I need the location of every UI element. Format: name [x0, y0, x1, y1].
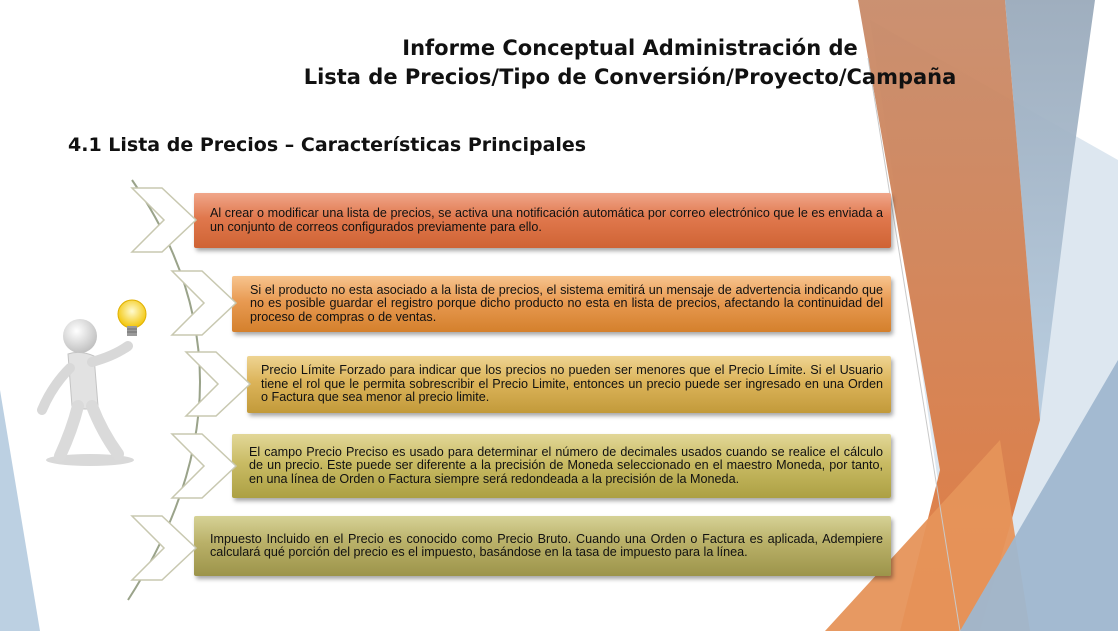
feature-item-2 [232, 276, 891, 332]
chevron-right-icon [128, 512, 200, 584]
figure-with-lightbulb [28, 288, 158, 468]
chevron-right-icon [182, 348, 254, 420]
section-subtitle: 4.1 Lista de Precios – Características Principales [68, 134, 587, 156]
chevron-right-icon [168, 267, 240, 339]
chevron-right-icon [168, 430, 240, 502]
feature-item-4-text: El campo Precio Preciso es usado para determinar el número de decimales usados cuando se realice el cálculo de un precio. Este puede ser diferente a la precisión de Moneda seleccionado en el maestro Moneda, por tanto, en una línea de Orden o Factura siempre será redondeada a la precisión de la Moneda. [249, 444, 883, 486]
feature-item-2-text: Si el producto no esta asociado a la lista de precios, el sistema emitirá un mensaje de advertencia indicando que no es posible guardar el registro porque dicho producto no esta en lista de precios, afectando la continuidad del proceso de compras o de ventas. [250, 282, 883, 324]
title-line-2: Lista de Precios/Tipo de Conversión/Proyecto/Campaña [303, 65, 957, 89]
feature-item-3-text: Precio Límite Forzado para indicar que los precios no pueden ser menores que el Precio Límite. Si el Usuario tiene el rol que le permita sobrescribir el Precio Limite, entonces un precio puede ser ingresado en una Orden o Factura que sea menor al precio limite. [261, 363, 883, 405]
title-line-1: Informe Conceptual Administración de [402, 36, 858, 60]
feature-item-1-text: Al crear o modificar una lista de precios, se activa una notificación automática por correo electrónico que le es enviada a un conjunto de correos configurados previamente para ello. [210, 206, 883, 234]
feature-item-4 [232, 434, 891, 498]
feature-item-1 [194, 193, 891, 248]
lightbulb-icon [118, 300, 146, 336]
feature-item-5-text: Impuesto Incluido en el Precio es conocido como Precio Bruto. Cuando una Orden o Factura es aplicada, Adempiere calculará qué porción del precio es el impuesto, basándose en la tasa de impuesto para la línea. [210, 531, 883, 559]
feature-item-5 [194, 516, 891, 576]
chevron-right-icon [128, 184, 200, 256]
feature-item-3 [247, 356, 891, 413]
